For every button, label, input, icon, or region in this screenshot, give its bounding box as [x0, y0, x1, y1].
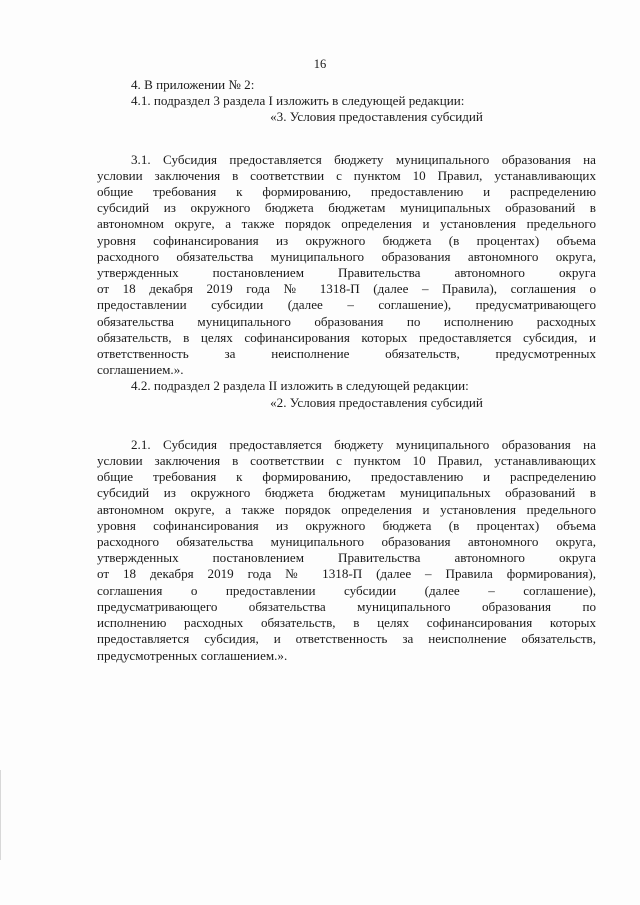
paragraph-line: утвержденных постановлением Правительства автономного округа — [97, 265, 596, 281]
item-4-1-heading: 4.1. подраздел 3 раздела I изложить в следующей редакции: — [131, 93, 465, 109]
scan-edge-mark — [0, 770, 1, 860]
paragraph-line: уровня софинансирования из окружного бюджета (в процентах) объема — [97, 232, 596, 248]
paragraph-line: автономном округе, а также порядок определения и установления предельного — [97, 501, 596, 517]
paragraph-line: расходного обязательства муниципального образования автономного округа, — [97, 248, 596, 264]
spacer — [97, 126, 596, 152]
subsection-2-title: «2. Условия предоставления субсидий — [270, 394, 483, 410]
paragraph-line: ответственность за неисполнение обязательств, предусмотренных — [97, 346, 596, 362]
paragraph-line: условии заключения в соответствии с пунктом 10 Правил, устанавливающих — [97, 167, 596, 183]
paragraph-line: общие требования к формированию, предоставлению и распределению — [97, 469, 596, 485]
paragraph-line: условии заключения в соответствии с пунктом 10 Правил, устанавливающих — [97, 453, 596, 469]
paragraph-line: субсидий из окружного бюджета бюджетам муниципальных образований в — [97, 485, 596, 501]
paragraph-line: общие требования к формированию, предоставлению и распределению — [97, 184, 596, 200]
item-4-heading: 4. В приложении № 2: — [131, 77, 255, 92]
paragraph-line: субсидий из окружного бюджета бюджетам муниципальных образований в — [97, 200, 596, 216]
paragraph-line: обязательств, в целях софинансирования которых предоставляется субсидия, и — [97, 329, 596, 345]
paragraph-line: 3.1. Субсидия предоставляется бюджету муниципального образования на — [131, 151, 596, 167]
paragraph-line: от 18 декабря 2019 года № 1318-П (далее – Правила формирования), — [97, 566, 596, 582]
paragraph-line: от 18 декабря 2019 года № 1318-П (далее – Правила), соглашения о — [97, 281, 596, 297]
paragraph-line: предусмотренных соглашением.». — [97, 647, 288, 663]
item-4-2-heading: 4.2. подраздел 2 раздела II изложить в следующей редакции: — [131, 378, 469, 394]
paragraph-line: 2.1. Субсидия предоставляется бюджету муниципального образования на — [131, 436, 596, 452]
paragraph-line: уровня софинансирования из окружного бюджета (в процентах) объема — [97, 517, 596, 533]
paragraph-line: соглашения о предоставлении субсидии (далее – соглашение), — [97, 582, 596, 598]
paragraph-line: предоставляется субсидия, и ответственность за неисполнение обязательств, — [97, 631, 596, 647]
document-body — [97, 77, 596, 664]
spacer — [97, 411, 596, 437]
paragraph-line: предусматривающего обязательства муниципального образования по — [97, 598, 596, 614]
paragraph-line: предоставлении субсидии (далее – соглашение), предусматривающего — [97, 297, 596, 313]
paragraph-2-1 — [97, 437, 596, 664]
paragraph-line: обязательства муниципального образования по исполнению расходных — [97, 313, 596, 329]
paragraph-line: утвержденных постановлением Правительства автономного округа — [97, 550, 596, 566]
subsection-3-title: «3. Условия предоставления субсидий — [270, 109, 483, 125]
page-number: 16 — [313, 57, 327, 71]
paragraph-line: автономном округе, а также порядок определения и установления предельного — [97, 216, 596, 232]
paragraph-3-1 — [97, 152, 596, 379]
paragraph-line: соглашением.». — [97, 362, 184, 378]
paragraph-line: расходного обязательства муниципального образования автономного округа, — [97, 534, 596, 550]
paragraph-line: исполнению расходных обязательств, в целях софинансирования которых — [97, 615, 596, 631]
